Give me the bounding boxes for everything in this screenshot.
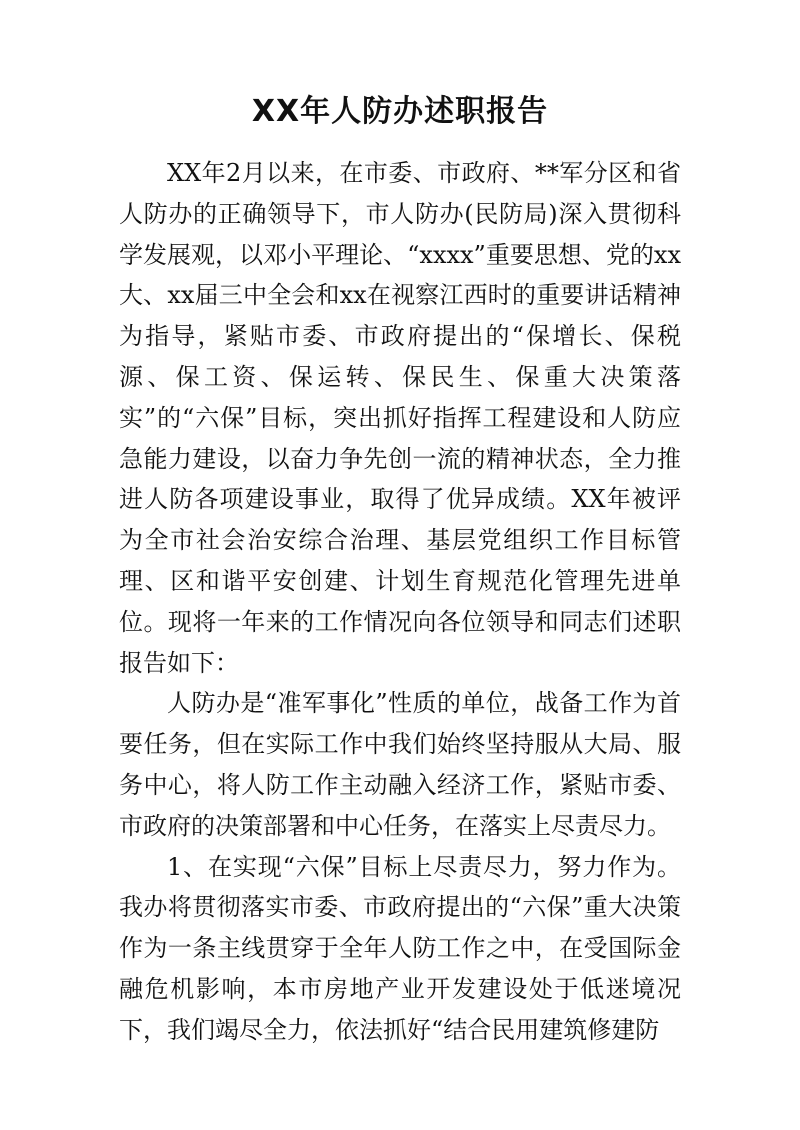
paragraph-item-1: 1、在实现“六保”目标上尽责尽力，努力作为。我办将贯彻落实市委、市政府提出的“六保”重大决策作为一条主线贯穿于全年人防工作之中，在受国际金融危机影响，本市房地产业开发建设处于低迷境况下，我们竭尽全力，依法抓好“结合民用建筑修建防 [119,852,681,1044]
document-body [119,153,681,1051]
paragraph-intro: XX年2月以来，在市委、市政府、**军分区和省人防办的正确领导下，市人防办(民防局)深入贯彻科学发展观，以邓小平理论、“xxxx”重要思想、党的xx大、xx届三中全会和xx在视察江西时的重要讲话精神为指导，紧贴市委、市政府提出的“保增长、保税源、保工资、保运转、保民生、保重大决策落实”的“六保”目标，突出抓好指挥工程建设和人防应急能力建设，以奋力争先创一流的精神状态，全力推进人防各项建设事业，取得了优异成绩。XX年被评为全市社会治安综合治理、基层党组织工作目标管理、区和谐平安创建、计划生育规范化管理先进单位。现将一年来的工作情况向各位领导和同志们述职报告如下： [119,159,681,677]
paragraph-role: 人防办是“准军事化”性质的单位，战备工作为首要任务，但在实际工作中我们始终坚持服从大局、服务中心，将人防工作主动融入经济工作，紧贴市委、市政府的决策部署和中心任务，在落实上尽责尽力。 [119,689,681,840]
document-title: XX年人防办述职报告 [251,94,549,129]
